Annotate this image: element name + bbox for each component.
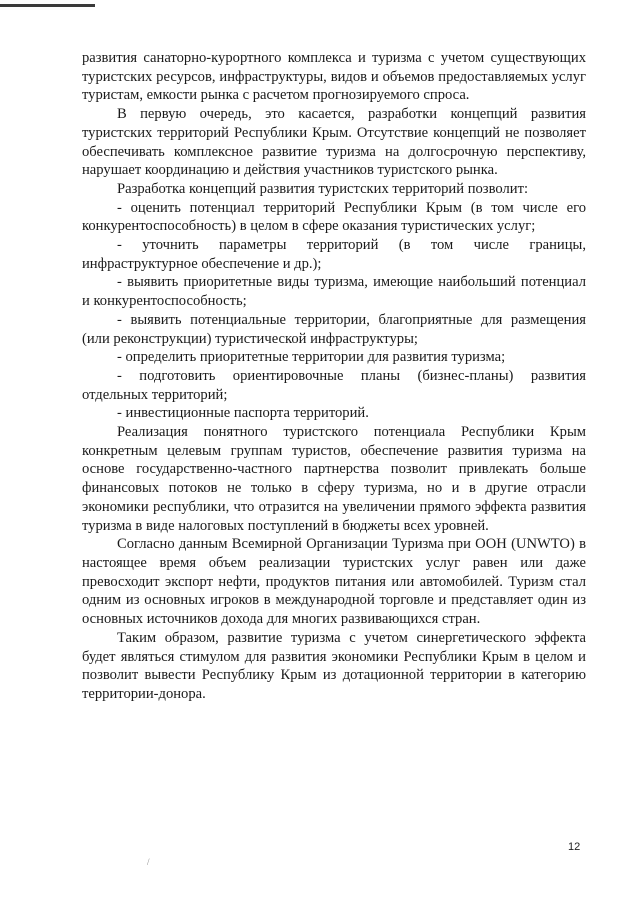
paragraph: Согласно данным Всемирной Организации Туризма при ООН (UNWTO) в настоящее время объем реализации туристских услуг равен или даже превосходит экспорт нефти, продуктов питания или автомобилей. Туризм стал одним из основных игроков в международной торговле и представляет один из основных источников дохода для многих развивающихся стран.: [82, 536, 586, 628]
paragraph: В первую очередь, это касается, разработки концепций развития туристских территорий Республики Крым. Отсутствие концепций не позволяет обеспечивать комплексное развитие туризма на долгосрочную перспективу, нарушает координацию и действия участников туристского рынка.: [82, 106, 586, 179]
paragraph: Разработка концепций развития туристских территорий позволит:: [117, 180, 528, 197]
list-item: - подготовить ориентировочные планы (бизнес-планы) развития отдельных территорий;: [82, 367, 586, 403]
list-item: - определить приоритетные территории для развития туризма;: [117, 349, 506, 366]
scan-speck: /: [147, 857, 150, 867]
page-number: 12: [568, 841, 581, 853]
list-item: - оценить потенциал территорий Республики Крым (в том числе его конкурентоспособность) в целом в сфере оказания туристических услуг;: [82, 199, 586, 235]
list-item: - инвестиционные паспорта территорий.: [117, 405, 369, 422]
scan-edge-mark: [0, 4, 95, 7]
paragraph: Реализация понятного туристского потенциала Республики Крым конкретным целевым группам туристов, обеспечение развития туризма на основе государственно-частного партнерства позволит привлекать больше финансовых потоков не только в сферу туризма, но и в другие отрасли экономики республики, что отразится на увеличении прямого эффекта развития туризма в виде налоговых поступлений в бюджеты всех уровней.: [82, 424, 586, 534]
paragraph: Таким образом, развитие туризма с учетом синергетического эффекта будет являться стимулом для развития экономики Республики Крым в целом и позволит вывести Республику Крым из дотационной территории в категорию территории-донора.: [82, 629, 586, 702]
list-item: - выявить потенциальные территории, благоприятные для размещения (или реконструкции) туристической инфраструктуры;: [82, 311, 586, 347]
list-item: - выявить приоритетные виды туризма, имеющие наибольший потенциал и конкурентоспособность;: [82, 274, 586, 310]
document-body: [82, 49, 586, 704]
paragraph: развития санаторно-курортного комплекса и туризма с учетом существующих туристских ресурсов, инфраструктуры, видов и объемов предоставляемых услуг туристам, емкости рынка с расчетом прогнозируемого спроса.: [82, 50, 586, 104]
list-item: - уточнить параметры территорий (в том числе границы, инфраструктурное обеспечение и др.);: [82, 237, 586, 272]
